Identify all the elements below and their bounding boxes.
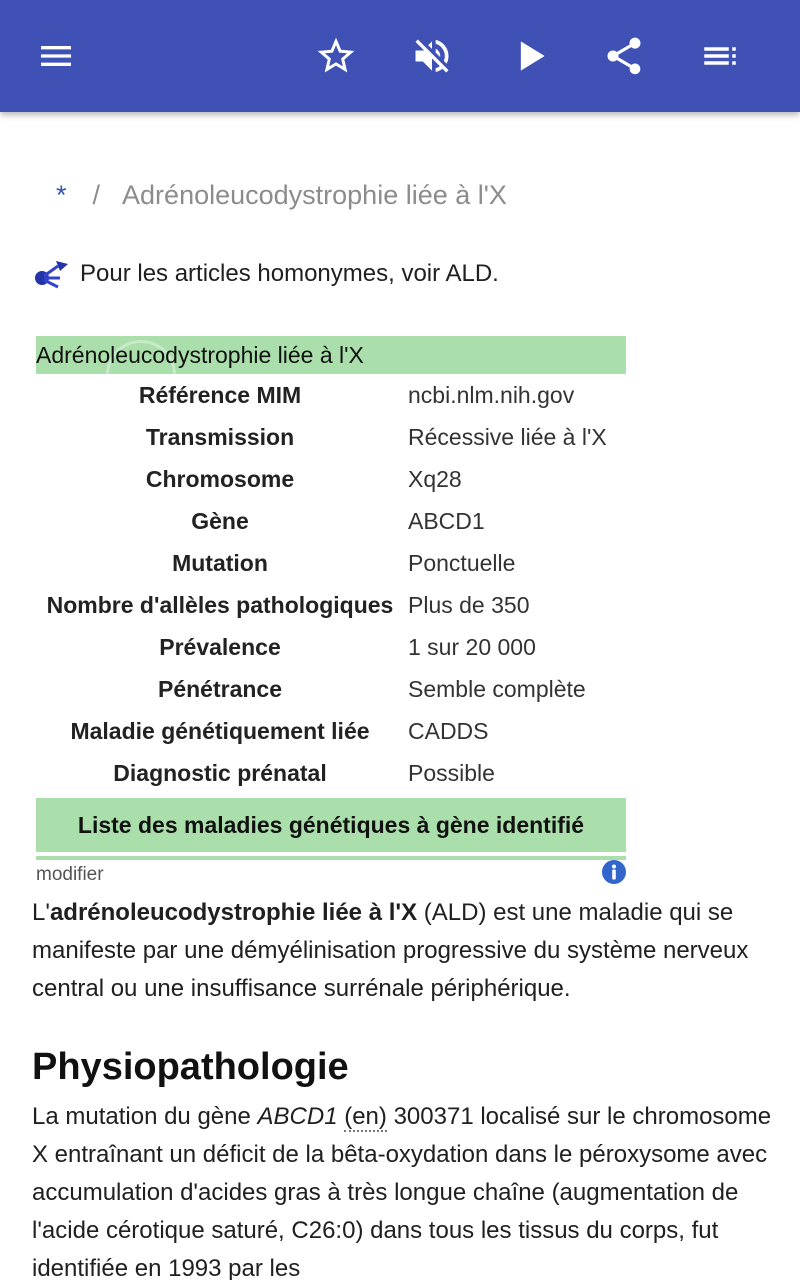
play-icon [508, 34, 552, 78]
app-bar [0, 0, 800, 112]
infobox-row-label: Référence MIM [138, 381, 302, 408]
infobox-row-label: Gène [191, 507, 249, 534]
infobox-title-bar [36, 336, 626, 374]
infobox-row [36, 500, 626, 542]
breadcrumb-current: Adrénoleucodystrophie liée à l'X [122, 180, 507, 210]
infobox-row [36, 710, 626, 752]
infobox-row-label: Diagnostic prénatal [113, 759, 327, 786]
infobox-row [36, 416, 626, 458]
menu-icon [36, 36, 76, 76]
infobox-row-value: 1 sur 20 000 [408, 633, 536, 660]
edit-link[interactable]: modifier [36, 864, 104, 885]
section-heading: Physiopathologie [32, 1046, 349, 1088]
share-button[interactable] [596, 28, 652, 84]
section-text: 300371 localisé sur le chromosome X entraînant un déficit de la bêta-oxydation dans le péroxysome avec accumulation d'acides gras à très longue chaîne (augmentation de l'acide cérotique saturé, C26:0) dans tous les tissus du corps, fut identifiée en 1993 par les [32, 1103, 772, 1280]
disambiguation-icon [32, 258, 72, 290]
intro-bold-term: adrénoleucodystrophie liée à l'X [49, 899, 418, 926]
english-link[interactable]: (en) [344, 1103, 387, 1130]
infobox-row-value: Plus de 350 [408, 591, 530, 618]
infobox-row-value: Ponctuelle [408, 549, 516, 576]
infobox-row [36, 374, 626, 416]
infobox-row-value: CADDS [408, 717, 489, 744]
infobox-row [36, 752, 626, 794]
infobox-title: Adrénoleucodystrophie liée à l'X [36, 342, 364, 368]
infobox-rows [36, 374, 626, 794]
infobox-row-label: Pénétrance [157, 675, 282, 702]
star-icon [314, 34, 358, 78]
breadcrumb [56, 180, 507, 211]
section-prefix: La mutation du gène [32, 1103, 258, 1130]
infobox-row [36, 542, 626, 584]
volume-off-icon [410, 34, 454, 78]
infobox-row [36, 626, 626, 668]
hatnote [32, 258, 499, 290]
intro-prefix: L' [32, 899, 50, 926]
infobox-row-label: Transmission [145, 423, 295, 450]
info-icon[interactable] [601, 859, 627, 885]
infobox-row [36, 668, 626, 710]
menu-button[interactable] [28, 28, 84, 84]
intro-text: (ALD) est une maladie qui se manifeste par une démyélinisation progressive du système nerveux central ou une insuffisance surrénale périphérique. [32, 899, 749, 1002]
infobox [36, 336, 626, 860]
breadcrumb-home-link[interactable]: * [56, 180, 67, 210]
play-button[interactable] [502, 28, 558, 84]
infobox-footer-link[interactable]: Liste des maladies génétiques à gène identifié [36, 798, 626, 852]
bookmark-button[interactable] [308, 28, 364, 84]
infobox-row [36, 458, 626, 500]
gene-name: ABCD1 [257, 1103, 338, 1130]
infobox-row-label: Mutation [172, 549, 268, 576]
infobox-row-label: Maladie génétiquement liée [70, 717, 370, 744]
infobox-row-value: ABCD1 [408, 507, 485, 534]
infobox-row-value: ncbi.nlm.nih.gov [408, 381, 575, 408]
infobox-row-label: Chromosome [145, 465, 295, 492]
toc-icon [699, 35, 741, 77]
infobox-divider [36, 856, 626, 860]
infobox-row-label: Nombre d'allèles pathologiques [46, 591, 394, 618]
intro-paragraph [32, 894, 772, 1008]
toc-button[interactable] [692, 28, 748, 84]
share-icon [602, 34, 646, 78]
section-paragraph [32, 1098, 772, 1280]
infobox-row [36, 584, 626, 626]
infobox-row-value: Récessive liée à l'X [408, 423, 607, 450]
infobox-row-label: Prévalence [159, 633, 281, 660]
breadcrumb-separator: / [92, 180, 101, 210]
hatnote-text[interactable]: Pour les articles homonymes, voir ALD. [80, 260, 499, 287]
infobox-row-value: Xq28 [408, 465, 462, 492]
infobox-row-value: Semble complète [408, 675, 586, 702]
mute-button[interactable] [404, 28, 460, 84]
infobox-row-value: Possible [408, 759, 495, 786]
